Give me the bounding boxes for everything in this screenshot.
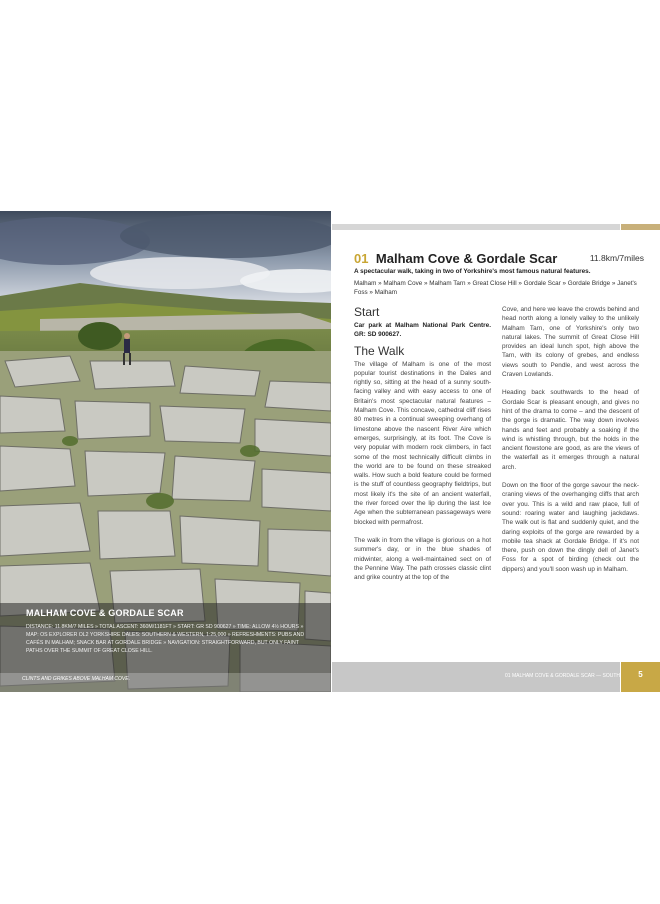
walk-route: Malham » Malham Cove » Malham Tarn » Great Close Hill » Gordale Scar » Gordale Bridge » Janet's Foss » Malham bbox=[354, 280, 637, 296]
walk-heading bbox=[354, 250, 644, 266]
running-head: 01 MALHAM COVE & GORDALE SCAR — SOUTH bbox=[505, 673, 621, 679]
paragraph: The walk in from the village is glorious on a hot summer's day, or in the blue shades of midwinter, along a well-maintained sect on of the Pennine Way. The path crosses classic clint and grike country at the top of the bbox=[354, 536, 491, 582]
page-number: 5 bbox=[638, 670, 643, 679]
photo-caption-body: DISTANCE: 11.8KM/7 MILES » TOTAL ASCENT: 360M/1181FT » START: GR SD 900627 » TIME: ALLOW 4½ HOURS » MAP: OS EXPLORER OL2 YORKSHIRE DALES: SOUTHERN & WESTERN, 1:25,000 » REFRESHMENTS: PUBS AND CAFÉS IN MALHAM; SNACK BAR AT GORDALE BRIDGE » NAVIGATION: STRAIGHTFORWARD, BUT ONLY FAINT PATHS OVER THE SUMMIT OF GREAT CLOSE HILL. bbox=[26, 624, 305, 654]
walk-number: 01 bbox=[354, 251, 369, 266]
walk-title: Malham Cove & Gordale Scar bbox=[375, 251, 558, 266]
paragraph: Heading back southwards to the head of Gordale Scar is pleasant enough, and gives no hint of the drama to come – and the descent of the gorge is dramatic. The way down involves hands and feet and probably a soaking if the wind is whistling through, but the holds in the ancient flowstone are good, as are the views of the waterfall as it emerges through a natural arch. bbox=[502, 389, 639, 471]
photo-credit: CLINTS AND GRIKES ABOVE MALHAM COVE. bbox=[22, 676, 130, 682]
the-walk-heading: The Walk bbox=[354, 343, 405, 358]
walk-distance: 11.8km/7miles bbox=[589, 253, 644, 263]
landscape-photo bbox=[0, 211, 331, 692]
start-heading: Start bbox=[354, 305, 380, 319]
top-rule bbox=[332, 224, 620, 230]
text-column-left bbox=[354, 305, 491, 591]
paragraph: Cove, and here we leave the crowds behind and head north along a lonely valley to the unlikely Malham Tarn, one of Yorkshire's only two natural lakes. The summit of Great Close Hill provides an ideal lunch spot, high above the Tarn, with its colony of grebes, and endless views south to Pendle, and west across the Craven Lowlands. bbox=[502, 306, 639, 379]
walk-subtitle: A spectacular walk, taking in two of Yorkshire's most famous natural features. bbox=[354, 268, 591, 275]
photo-caption-title: MALHAM COVE & GORDALE SCAR bbox=[26, 608, 184, 618]
start-text: Car park at Malham National Park Centre. GR: SD 900627. bbox=[354, 322, 491, 339]
top-accent-bar bbox=[621, 224, 660, 230]
paragraph: Down on the floor of the gorge savour the neck-craning views of the overhanging cliffs that arch over you. This is a wild and raw place, full of sound: roaring water and laughing jackdaws. The walk out is flat and suddenly quiet, and the daring exploits of the gorge are rewarded by a mobile tea shack at Gordale Bridge. If it's not there, push on down the dingly dell of Janet's Foss for a spot of birding (check out the dippers) and you'll soon wash up in Malham. bbox=[502, 482, 639, 573]
paragraph: The village of Malham is one of the most popular tourist destinations in the Dales and rightly so, sitting at the head of a sunny south-facing valley and with easy access to one of Britain's most spectacular natural features – Malham Cove. This concave, cathedral cliff rises 80 metres in a continual sweeping overhang of limestone above the nascent River Aire which emerges, surprisingly, at its foot. The Cove is very popular with modern rock climbers, in fact some of the most technically difficult climbs in the world are to be found on these streaked walls. How such a bold feature could be formed is the stuff of countless geography fieldtrips, but most likely it's the site of an ancient waterfall, the river forced over the lip during the last Ice Age when the subterranean passageways were blocked with permafrost. bbox=[354, 360, 491, 526]
text-column-right bbox=[502, 305, 639, 583]
